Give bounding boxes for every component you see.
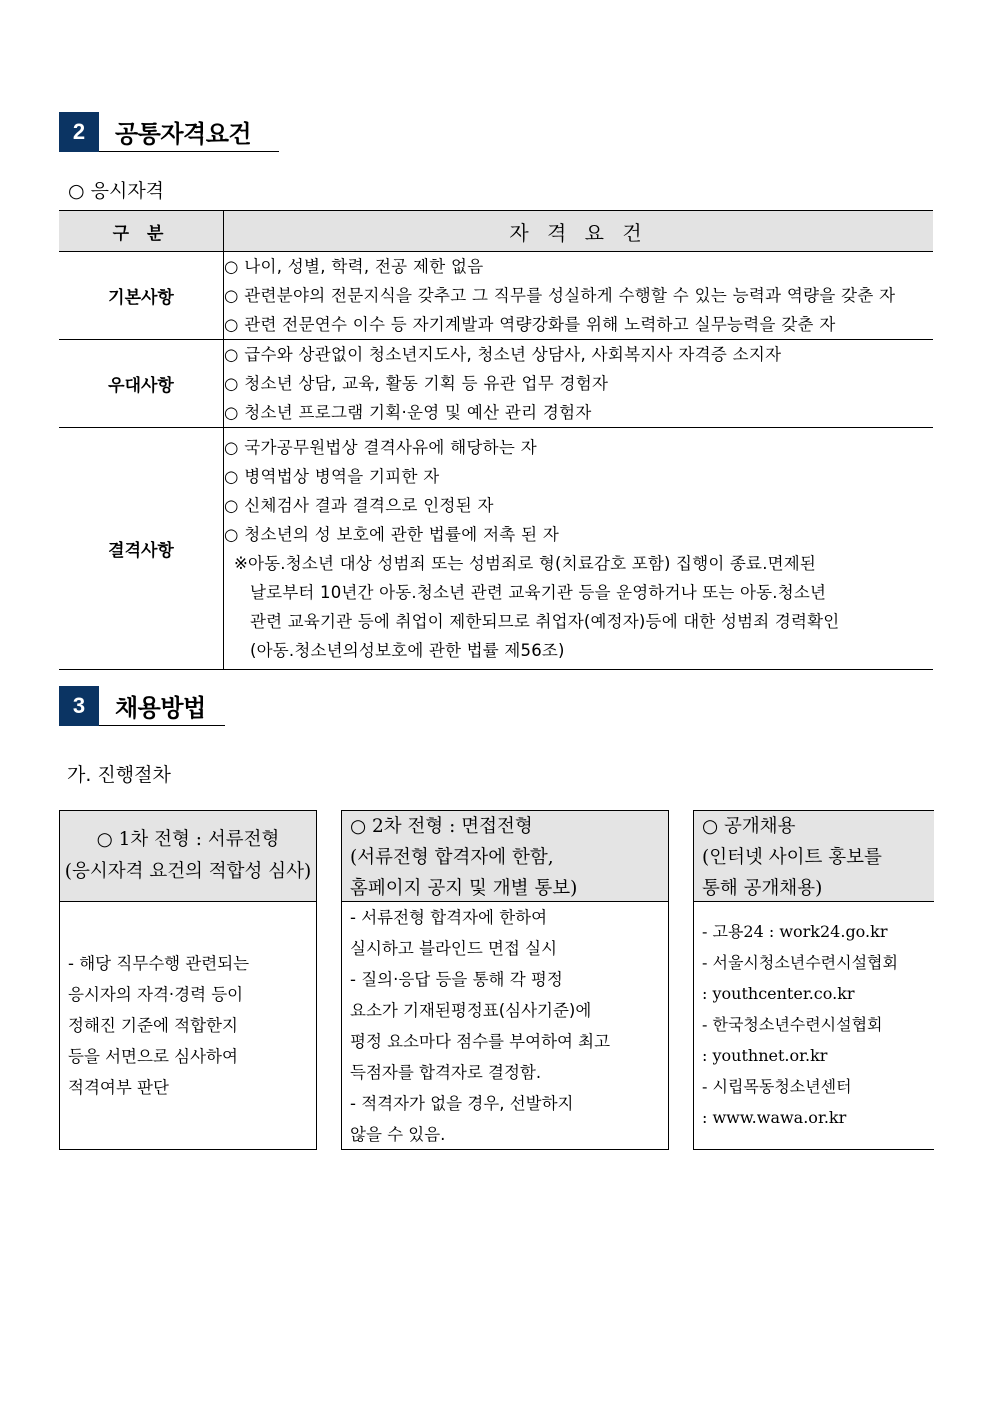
list-item: ○ 나이, 성별, 학력, 전공 제한 없음 <box>224 257 484 276</box>
box-header <box>342 811 668 902</box>
row-category-preferred: 우대사항 <box>59 340 224 428</box>
box-body-line: 등을 서면으로 심사하여 <box>68 1047 238 1066</box>
site-label: - 서울시청소년수련시설협회 <box>702 953 898 972</box>
box-body <box>342 902 668 1150</box>
column-header-category: 구 분 <box>59 211 224 252</box>
list-item: ○ 청소년의 성 보호에 관한 법률에 저촉 된 자 <box>224 524 560 544</box>
row-category-disqualification: 결격사항 <box>59 428 224 670</box>
note-line: ※아동.청소년 대상 성범죄 또는 성범죄로 형(치료감호 포함) 집행이 종료.면제된 <box>234 553 817 573</box>
box-body-line: 득점자를 합격자로 결정함. <box>350 1063 542 1082</box>
box-body-line: - 적격자가 없을 경우, 선발하지 <box>350 1094 574 1113</box>
box-body-line: - 해당 직무수행 관련되는 <box>68 954 250 973</box>
box-body <box>694 902 934 1133</box>
list-item: ○ 청소년 상담, 교육, 활동 기획 등 유관 업무 경험자 <box>224 374 609 393</box>
site-label: - 시립목동청소년센터 <box>702 1077 852 1096</box>
list-item: ○ 급수와 상관없이 청소년지도사, 청소년 상담사, 사회복지사 자격증 소지자 <box>224 345 782 364</box>
site-youthnet-url: : youthnet.or.kr <box>702 1046 828 1065</box>
box-header-line: (응시자격 요건의 적합성 심사) <box>64 861 312 882</box>
table-row <box>59 252 933 340</box>
box-header <box>60 811 316 902</box>
site-label: - 한국청소년수련시설협회 <box>702 1015 883 1034</box>
legal-note <box>224 549 933 665</box>
section-title: 채용방법 <box>99 686 225 726</box>
list-item: ○ 신체검사 결과 결격으로 인정된 자 <box>224 495 494 515</box>
box-header-line: 통해 공개채용) <box>702 878 823 899</box>
box-body-line: 않을 수 있음. <box>350 1125 446 1144</box>
section-title: 공통자격요건 <box>99 112 279 152</box>
box-header-line: ○ 공개채용 <box>702 816 796 837</box>
list-item: ○ 국가공무원법상 결격사유에 해당하는 자 <box>224 437 537 457</box>
stage-1-document-screening-box <box>59 810 317 1150</box>
row-category-basic: 기본사항 <box>59 252 224 340</box>
public-recruitment-box <box>693 810 934 1150</box>
stage-2-interview-box <box>341 810 669 1150</box>
process-subheading: 가. 진행절차 <box>67 764 171 786</box>
list-item: ○ 관련분야의 전문지식을 갖추고 그 직무를 성실하게 수행할 수 있는 능력과 역량을 갖춘 자 <box>224 286 896 305</box>
box-body-line: 적격여부 판단 <box>68 1078 169 1097</box>
box-body-line: - 서류전형 합격자에 한하여 <box>350 908 548 927</box>
site-work24: - 고용24 : work24.go.kr <box>702 922 888 941</box>
table-row <box>59 340 933 428</box>
note-line: 관련 교육기관 등에 취업이 제한되므로 취업자(예정자)등에 대한 성범죄 경력확인 <box>250 611 840 631</box>
note-line: 날로부터 10년간 아동.청소년 관련 교육기관 등을 운영하거나 또는 아동.청소년 <box>250 582 827 602</box>
requirements-table <box>59 210 933 670</box>
row-items <box>224 428 934 670</box>
section-number-badge: 3 <box>59 686 99 726</box>
site-wawa-url: : www.wawa.or.kr <box>702 1108 847 1127</box>
box-body-line: - 질의·응답 등을 통해 각 평정 <box>350 970 563 989</box>
box-body-line: 평정 요소마다 점수를 부여하여 최고 <box>350 1032 611 1051</box>
box-header-line: (서류전형 합격자에 한함, <box>350 847 554 868</box>
box-header-line: (인터넷 사이트 홍보를 <box>702 847 882 868</box>
box-body-line: 요소가 기재된평정표(심사기준)에 <box>350 1001 592 1020</box>
box-body-line: 실시하고 블라인드 면접 실시 <box>350 939 558 958</box>
note-line: (아동.청소년의성보호에 관한 법률 제56조) <box>250 640 565 660</box>
list-item: ○ 관련 전문연수 이수 등 자기계발과 역량강화를 위해 노력하고 실무능력을 갖춘 자 <box>224 315 836 334</box>
section-2-heading <box>59 112 279 152</box>
row-items <box>224 340 934 428</box>
column-header-requirements: 자 격 요 건 <box>224 211 934 252</box>
row-items <box>224 252 934 340</box>
eligibility-subheading: ○ 응시자격 <box>68 180 165 202</box>
box-body <box>60 902 316 1103</box>
box-body-line: 정해진 기준에 적합한지 <box>68 1016 238 1035</box>
list-item: ○ 병역법상 병역을 기피한 자 <box>224 466 440 486</box>
box-header <box>694 811 934 902</box>
box-header-line: 홈페이지 공지 및 개별 통보) <box>350 878 578 899</box>
list-item: ○ 청소년 프로그램 기획·운영 및 예산 관리 경험자 <box>224 403 592 422</box>
box-header-line: ○ 1차 전형 : 서류전형 <box>96 829 280 850</box>
box-header-line: ○ 2차 전형 : 면접전형 <box>350 816 533 837</box>
table-row <box>59 428 933 670</box>
section-number-badge: 2 <box>59 112 99 152</box>
table-header-row <box>59 211 933 252</box>
section-3-heading <box>59 686 225 726</box>
box-body-line: 응시자의 자격·경력 등이 <box>68 985 244 1004</box>
site-youthcenter-url: : youthcenter.co.kr <box>702 984 855 1003</box>
